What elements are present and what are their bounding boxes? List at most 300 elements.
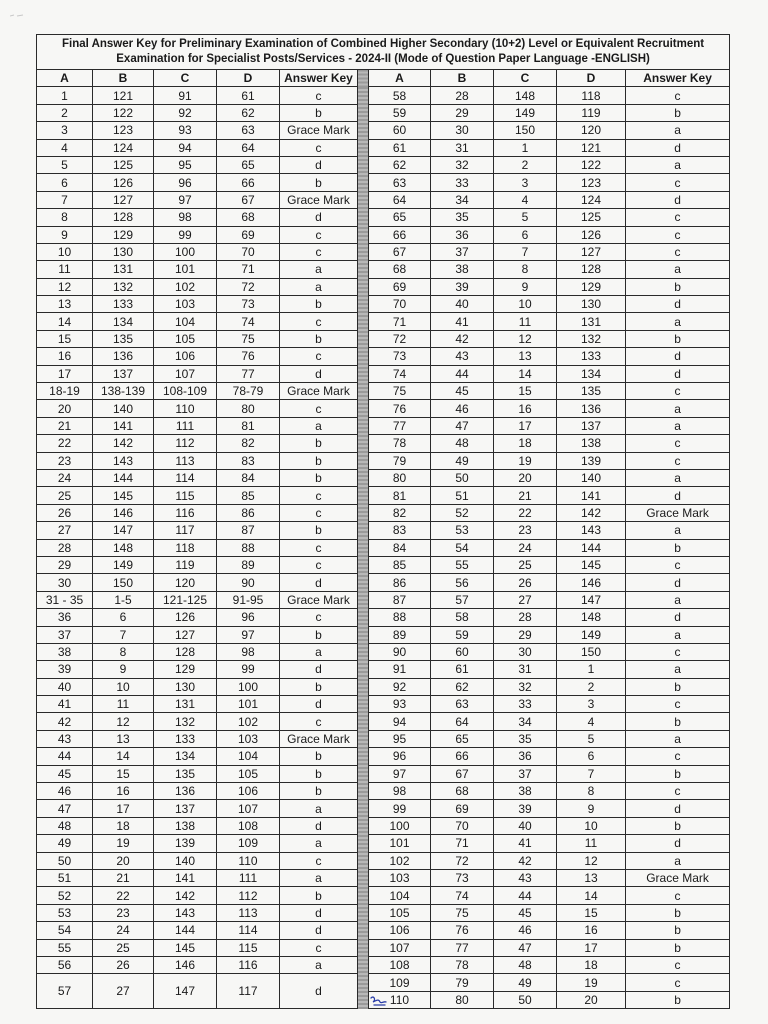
left-c-cell: 105 bbox=[154, 330, 217, 347]
left-d-cell: 103 bbox=[217, 730, 280, 747]
table-row bbox=[37, 313, 730, 330]
left-d-cell: 111 bbox=[217, 869, 280, 886]
right-answer-key-cell: b bbox=[626, 330, 730, 347]
right-d-cell: 128 bbox=[557, 261, 626, 278]
left-a-cell: 5 bbox=[37, 156, 93, 173]
right-d-cell: 146 bbox=[557, 574, 626, 591]
left-b-cell: 126 bbox=[93, 174, 154, 191]
right-c-cell: 17 bbox=[494, 417, 557, 434]
left-b-cell: 148 bbox=[93, 539, 154, 556]
right-c-cell: 24 bbox=[494, 539, 557, 556]
right-d-cell: 142 bbox=[557, 504, 626, 521]
left-a-cell: 44 bbox=[37, 748, 93, 765]
left-answer-key-cell: b bbox=[280, 678, 358, 695]
table-row bbox=[37, 783, 730, 800]
table-row bbox=[37, 835, 730, 852]
left-c-cell: 92 bbox=[154, 104, 217, 121]
left-answer-key-cell: b bbox=[280, 626, 358, 643]
table-row bbox=[37, 626, 730, 643]
table-row bbox=[37, 696, 730, 713]
left-a-cell: 29 bbox=[37, 556, 93, 573]
left-d-cell: 68 bbox=[217, 209, 280, 226]
right-b-cell: 71 bbox=[431, 835, 494, 852]
left-c-cell: 116 bbox=[154, 504, 217, 521]
left-answer-key-cell: c bbox=[280, 713, 358, 730]
left-d-cell: 73 bbox=[217, 296, 280, 313]
right-d-cell: 14 bbox=[557, 887, 626, 904]
left-answer-key-cell: c bbox=[280, 539, 358, 556]
left-c-cell: 128 bbox=[154, 643, 217, 660]
right-b-cell: 55 bbox=[431, 556, 494, 573]
right-a-cell: 103 bbox=[369, 869, 431, 886]
right-c-cell: 9 bbox=[494, 278, 557, 295]
right-answer-key-cell: a bbox=[626, 261, 730, 278]
right-a-cell: 65 bbox=[369, 209, 431, 226]
right-answer-key-cell: c bbox=[626, 435, 730, 452]
right-answer-key-cell: d bbox=[626, 365, 730, 382]
table-row bbox=[37, 539, 730, 556]
left-c-cell: 132 bbox=[154, 713, 217, 730]
table-row bbox=[37, 209, 730, 226]
right-d-cell: 137 bbox=[557, 417, 626, 434]
left-c-cell: 113 bbox=[154, 452, 217, 469]
left-c-cell: 93 bbox=[154, 122, 217, 139]
right-c-cell: 31 bbox=[494, 661, 557, 678]
left-d-cell: 97 bbox=[217, 626, 280, 643]
left-c-cell: 131 bbox=[154, 696, 217, 713]
right-a-cell: 98 bbox=[369, 783, 431, 800]
header-answer-key-left: Answer Key bbox=[280, 70, 358, 87]
left-b-cell: 22 bbox=[93, 887, 154, 904]
left-a-cell: 26 bbox=[37, 504, 93, 521]
right-answer-key-cell: a bbox=[626, 626, 730, 643]
left-c-cell: 115 bbox=[154, 487, 217, 504]
left-d-cell: 64 bbox=[217, 139, 280, 156]
table-row bbox=[37, 591, 730, 608]
right-a-cell: 99 bbox=[369, 800, 431, 817]
left-c-cell: 130 bbox=[154, 678, 217, 695]
left-c-cell: 120 bbox=[154, 574, 217, 591]
table-row bbox=[37, 730, 730, 747]
right-a-cell: 61 bbox=[369, 139, 431, 156]
right-a-cell: 76 bbox=[369, 400, 431, 417]
left-answer-key-cell: c bbox=[280, 348, 358, 365]
left-c-cell: 96 bbox=[154, 174, 217, 191]
table-row bbox=[37, 748, 730, 765]
right-d-cell: 120 bbox=[557, 122, 626, 139]
right-a-cell: 87 bbox=[369, 591, 431, 608]
right-a-cell: 60 bbox=[369, 122, 431, 139]
table-row bbox=[37, 574, 730, 591]
left-c-cell: 91 bbox=[154, 87, 217, 104]
table-row bbox=[37, 174, 730, 191]
table-row bbox=[37, 487, 730, 504]
left-a-cell: 55 bbox=[37, 939, 93, 956]
column-divider bbox=[358, 87, 369, 1009]
left-d-cell: 106 bbox=[217, 783, 280, 800]
right-d-cell: 135 bbox=[557, 383, 626, 400]
right-answer-key-cell: c bbox=[626, 974, 730, 991]
left-c-cell: 95 bbox=[154, 156, 217, 173]
left-b-cell: 14 bbox=[93, 748, 154, 765]
right-answer-key-cell: a bbox=[626, 852, 730, 869]
right-c-cell: 19 bbox=[494, 452, 557, 469]
right-b-cell: 52 bbox=[431, 504, 494, 521]
header-answer-key-right: Answer Key bbox=[626, 70, 730, 87]
right-a-cell: 81 bbox=[369, 487, 431, 504]
right-c-cell: 4 bbox=[494, 191, 557, 208]
left-b-cell: 137 bbox=[93, 365, 154, 382]
left-a-cell: 13 bbox=[37, 296, 93, 313]
right-b-cell: 41 bbox=[431, 313, 494, 330]
left-b-cell: 15 bbox=[93, 765, 154, 782]
left-d-cell: 67 bbox=[217, 191, 280, 208]
right-answer-key-cell: c bbox=[626, 956, 730, 973]
right-c-cell: 2 bbox=[494, 156, 557, 173]
right-c-cell: 35 bbox=[494, 730, 557, 747]
left-a-cell: 31 - 35 bbox=[37, 591, 93, 608]
answer-key-sheet bbox=[36, 34, 729, 1009]
right-a-cell: 88 bbox=[369, 609, 431, 626]
right-d-cell: 12 bbox=[557, 852, 626, 869]
right-answer-key-cell: c bbox=[626, 174, 730, 191]
left-d-cell: 86 bbox=[217, 504, 280, 521]
left-b-cell: 21 bbox=[93, 869, 154, 886]
right-answer-key-cell: b bbox=[626, 539, 730, 556]
left-c-cell: 111 bbox=[154, 417, 217, 434]
right-d-cell: 5 bbox=[557, 730, 626, 747]
right-b-cell: 60 bbox=[431, 643, 494, 660]
table-row bbox=[37, 104, 730, 121]
left-b-cell: 26 bbox=[93, 956, 154, 973]
left-answer-key-cell: c bbox=[280, 556, 358, 573]
left-d-cell: 69 bbox=[217, 226, 280, 243]
right-d-cell: 124 bbox=[557, 191, 626, 208]
right-c-cell: 23 bbox=[494, 522, 557, 539]
right-a-cell: 94 bbox=[369, 713, 431, 730]
right-d-cell: 148 bbox=[557, 609, 626, 626]
right-b-cell: 49 bbox=[431, 452, 494, 469]
left-answer-key-cell: c bbox=[280, 487, 358, 504]
right-d-cell: 118 bbox=[557, 87, 626, 104]
left-b-cell: 11 bbox=[93, 696, 154, 713]
left-c-cell: 129 bbox=[154, 661, 217, 678]
right-b-cell: 80 bbox=[431, 991, 494, 1008]
right-d-cell: 140 bbox=[557, 469, 626, 486]
right-c-cell: 20 bbox=[494, 469, 557, 486]
right-a-cell: 59 bbox=[369, 104, 431, 121]
left-d-cell: 70 bbox=[217, 243, 280, 260]
right-d-cell: 15 bbox=[557, 904, 626, 921]
right-answer-key-cell: d bbox=[626, 609, 730, 626]
right-c-cell: 14 bbox=[494, 365, 557, 382]
right-c-cell: 28 bbox=[494, 609, 557, 626]
right-d-cell: 149 bbox=[557, 626, 626, 643]
right-c-cell: 13 bbox=[494, 348, 557, 365]
left-d-cell: 113 bbox=[217, 904, 280, 921]
table-row bbox=[37, 87, 730, 104]
left-a-cell: 51 bbox=[37, 869, 93, 886]
left-answer-key-cell: a bbox=[280, 261, 358, 278]
left-c-cell: 145 bbox=[154, 939, 217, 956]
left-b-cell: 127 bbox=[93, 191, 154, 208]
left-c-cell: 102 bbox=[154, 278, 217, 295]
right-c-cell: 148 bbox=[494, 87, 557, 104]
right-answer-key-cell: b bbox=[626, 713, 730, 730]
left-c-cell: 144 bbox=[154, 922, 217, 939]
right-a-cell: 100 bbox=[369, 817, 431, 834]
right-c-cell: 34 bbox=[494, 713, 557, 730]
right-c-cell: 11 bbox=[494, 313, 557, 330]
left-a-cell: 3 bbox=[37, 122, 93, 139]
left-a-cell: 37 bbox=[37, 626, 93, 643]
left-c-cell: 118 bbox=[154, 539, 217, 556]
left-answer-key-cell: a bbox=[280, 956, 358, 973]
table-row bbox=[37, 226, 730, 243]
left-b-cell: 141 bbox=[93, 417, 154, 434]
right-d-cell: 8 bbox=[557, 783, 626, 800]
table-row bbox=[37, 261, 730, 278]
left-a-cell: 9 bbox=[37, 226, 93, 243]
right-c-cell: 5 bbox=[494, 209, 557, 226]
table-row bbox=[37, 296, 730, 313]
right-answer-key-cell: b bbox=[626, 278, 730, 295]
right-b-cell: 31 bbox=[431, 139, 494, 156]
right-d-cell: 127 bbox=[557, 243, 626, 260]
left-d-cell: 116 bbox=[217, 956, 280, 973]
left-c-cell: 94 bbox=[154, 139, 217, 156]
right-d-cell: 4 bbox=[557, 713, 626, 730]
left-c-cell: 100 bbox=[154, 243, 217, 260]
left-answer-key-cell: c bbox=[280, 504, 358, 521]
right-b-cell: 35 bbox=[431, 209, 494, 226]
left-d-cell: 107 bbox=[217, 800, 280, 817]
right-b-cell: 51 bbox=[431, 487, 494, 504]
right-b-cell: 79 bbox=[431, 974, 494, 991]
left-answer-key-cell: Grace Mark bbox=[280, 122, 358, 139]
right-c-cell: 48 bbox=[494, 956, 557, 973]
right-a-cell: 77 bbox=[369, 417, 431, 434]
left-b-cell: 9 bbox=[93, 661, 154, 678]
left-d-cell: 81 bbox=[217, 417, 280, 434]
right-b-cell: 70 bbox=[431, 817, 494, 834]
left-c-cell: 147 bbox=[154, 974, 217, 1009]
right-a-cell: 84 bbox=[369, 539, 431, 556]
right-answer-key-cell: a bbox=[626, 469, 730, 486]
table-row bbox=[37, 852, 730, 869]
right-a-cell: 89 bbox=[369, 626, 431, 643]
left-b-cell: 18 bbox=[93, 817, 154, 834]
left-a-cell: 54 bbox=[37, 922, 93, 939]
right-answer-key-cell: a bbox=[626, 400, 730, 417]
left-b-cell: 143 bbox=[93, 452, 154, 469]
right-a-cell: 83 bbox=[369, 522, 431, 539]
right-answer-key-cell: d bbox=[626, 835, 730, 852]
right-answer-key-cell: a bbox=[626, 417, 730, 434]
left-a-cell: 36 bbox=[37, 609, 93, 626]
right-a-cell: 96 bbox=[369, 748, 431, 765]
left-d-cell: 114 bbox=[217, 922, 280, 939]
left-answer-key-cell: d bbox=[280, 904, 358, 921]
right-a-cell: 90 bbox=[369, 643, 431, 660]
right-d-cell: 144 bbox=[557, 539, 626, 556]
right-c-cell: 46 bbox=[494, 922, 557, 939]
right-b-cell: 46 bbox=[431, 400, 494, 417]
right-a-cell: 74 bbox=[369, 365, 431, 382]
right-a-cell: 102 bbox=[369, 852, 431, 869]
left-b-cell: 134 bbox=[93, 313, 154, 330]
right-c-cell: 15 bbox=[494, 383, 557, 400]
left-c-cell: 136 bbox=[154, 783, 217, 800]
right-a-cell: 78 bbox=[369, 435, 431, 452]
left-answer-key-cell: d bbox=[280, 365, 358, 382]
right-answer-key-cell: a bbox=[626, 156, 730, 173]
right-a-cell: 66 bbox=[369, 226, 431, 243]
right-a-cell: 79 bbox=[369, 452, 431, 469]
left-d-cell: 82 bbox=[217, 435, 280, 452]
right-answer-key-cell: b bbox=[626, 939, 730, 956]
table-row bbox=[37, 278, 730, 295]
right-d-cell: 20 bbox=[557, 991, 626, 1008]
right-b-cell: 39 bbox=[431, 278, 494, 295]
table-row bbox=[37, 661, 730, 678]
left-answer-key-cell: c bbox=[280, 609, 358, 626]
right-answer-key-cell: d bbox=[626, 800, 730, 817]
right-b-cell: 78 bbox=[431, 956, 494, 973]
header-c-right: C bbox=[494, 70, 557, 87]
left-b-cell: 140 bbox=[93, 400, 154, 417]
right-c-cell: 42 bbox=[494, 852, 557, 869]
right-answer-key-cell: c bbox=[626, 452, 730, 469]
left-answer-key-cell: b bbox=[280, 104, 358, 121]
right-b-cell: 67 bbox=[431, 765, 494, 782]
right-a-cell: 86 bbox=[369, 574, 431, 591]
right-d-cell: 123 bbox=[557, 174, 626, 191]
right-a-cell: 104 bbox=[369, 887, 431, 904]
left-answer-key-cell: b bbox=[280, 783, 358, 800]
right-b-cell: 58 bbox=[431, 609, 494, 626]
right-a-cell: 95 bbox=[369, 730, 431, 747]
right-c-cell: 18 bbox=[494, 435, 557, 452]
right-a-cell: 82 bbox=[369, 504, 431, 521]
left-b-cell: 24 bbox=[93, 922, 154, 939]
left-c-cell: 114 bbox=[154, 469, 217, 486]
right-c-cell: 47 bbox=[494, 939, 557, 956]
left-b-cell: 136 bbox=[93, 348, 154, 365]
left-a-cell: 41 bbox=[37, 696, 93, 713]
left-c-cell: 97 bbox=[154, 191, 217, 208]
left-b-cell: 142 bbox=[93, 435, 154, 452]
title-row bbox=[37, 35, 730, 70]
left-a-cell: 6 bbox=[37, 174, 93, 191]
right-a-cell: 85 bbox=[369, 556, 431, 573]
right-d-cell: 11 bbox=[557, 835, 626, 852]
right-d-cell: 130 bbox=[557, 296, 626, 313]
left-c-cell: 127 bbox=[154, 626, 217, 643]
right-a-cell: 62 bbox=[369, 156, 431, 173]
right-c-cell: 50 bbox=[494, 991, 557, 1008]
right-c-cell: 39 bbox=[494, 800, 557, 817]
right-c-cell: 150 bbox=[494, 122, 557, 139]
left-b-cell: 123 bbox=[93, 122, 154, 139]
left-d-cell: 75 bbox=[217, 330, 280, 347]
left-d-cell: 99 bbox=[217, 661, 280, 678]
left-d-cell: 109 bbox=[217, 835, 280, 852]
right-answer-key-cell: a bbox=[626, 313, 730, 330]
left-answer-key-cell: c bbox=[280, 243, 358, 260]
right-a-cell: 68 bbox=[369, 261, 431, 278]
left-c-cell: 112 bbox=[154, 435, 217, 452]
right-b-cell: 33 bbox=[431, 174, 494, 191]
left-c-cell: 137 bbox=[154, 800, 217, 817]
left-b-cell: 10 bbox=[93, 678, 154, 695]
left-a-cell: 11 bbox=[37, 261, 93, 278]
right-c-cell: 149 bbox=[494, 104, 557, 121]
left-d-cell: 89 bbox=[217, 556, 280, 573]
right-d-cell: 125 bbox=[557, 209, 626, 226]
left-d-cell: 61 bbox=[217, 87, 280, 104]
left-a-cell: 12 bbox=[37, 278, 93, 295]
left-answer-key-cell: a bbox=[280, 835, 358, 852]
right-b-cell: 72 bbox=[431, 852, 494, 869]
right-d-cell: 16 bbox=[557, 922, 626, 939]
right-answer-key-cell: c bbox=[626, 226, 730, 243]
left-c-cell: 126 bbox=[154, 609, 217, 626]
left-answer-key-cell: b bbox=[280, 887, 358, 904]
left-answer-key-cell: c bbox=[280, 852, 358, 869]
right-answer-key-cell: c bbox=[626, 87, 730, 104]
right-c-cell: 44 bbox=[494, 887, 557, 904]
left-d-cell: 83 bbox=[217, 452, 280, 469]
right-c-cell: 30 bbox=[494, 643, 557, 660]
table-row bbox=[37, 904, 730, 921]
right-c-cell: 40 bbox=[494, 817, 557, 834]
left-c-cell: 142 bbox=[154, 887, 217, 904]
left-d-cell: 63 bbox=[217, 122, 280, 139]
right-d-cell: 150 bbox=[557, 643, 626, 660]
right-d-cell: 138 bbox=[557, 435, 626, 452]
right-c-cell: 6 bbox=[494, 226, 557, 243]
left-d-cell: 102 bbox=[217, 713, 280, 730]
left-answer-key-cell: b bbox=[280, 452, 358, 469]
right-a-cell: 91 bbox=[369, 661, 431, 678]
right-b-cell: 29 bbox=[431, 104, 494, 121]
left-c-cell: 103 bbox=[154, 296, 217, 313]
table-row bbox=[37, 348, 730, 365]
left-a-cell: 16 bbox=[37, 348, 93, 365]
left-d-cell: 78-79 bbox=[217, 383, 280, 400]
right-c-cell: 32 bbox=[494, 678, 557, 695]
right-answer-key-cell: c bbox=[626, 748, 730, 765]
right-answer-key-cell: c bbox=[626, 887, 730, 904]
right-d-cell: 145 bbox=[557, 556, 626, 573]
left-b-cell: 8 bbox=[93, 643, 154, 660]
right-d-cell: 10 bbox=[557, 817, 626, 834]
left-answer-key-cell: Grace Mark bbox=[280, 591, 358, 608]
right-answer-key-cell: a bbox=[626, 122, 730, 139]
header-a-right: A bbox=[369, 70, 431, 87]
right-c-cell: 37 bbox=[494, 765, 557, 782]
left-c-cell: 106 bbox=[154, 348, 217, 365]
right-d-cell: 129 bbox=[557, 278, 626, 295]
left-b-cell: 124 bbox=[93, 139, 154, 156]
left-answer-key-cell: d bbox=[280, 922, 358, 939]
left-d-cell: 101 bbox=[217, 696, 280, 713]
left-d-cell: 115 bbox=[217, 939, 280, 956]
left-a-cell: 15 bbox=[37, 330, 93, 347]
header-c-left: C bbox=[154, 70, 217, 87]
right-b-cell: 37 bbox=[431, 243, 494, 260]
